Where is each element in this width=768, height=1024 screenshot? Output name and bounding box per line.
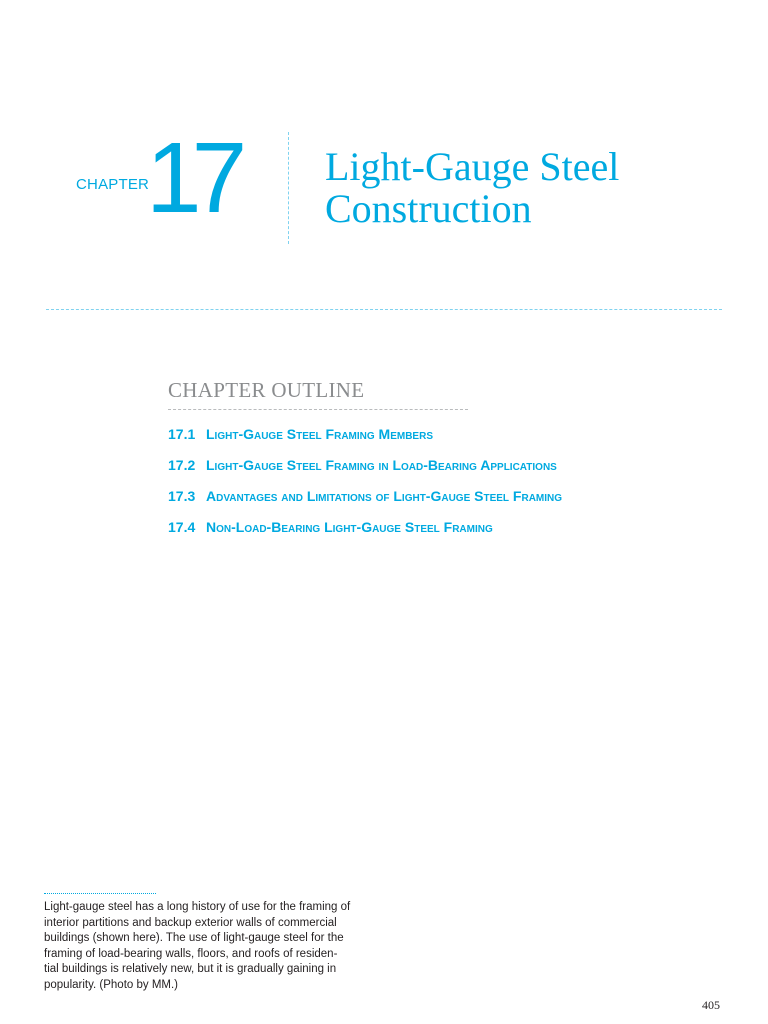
outline-item-title: Light-Gauge Steel Framing in Load-Bearing Applications	[206, 457, 557, 473]
outline-item-title: Advantages and Limitations of Light-Gauge Steel Framing	[206, 488, 563, 504]
chapter-title-line: Construction	[325, 186, 532, 231]
caption-line: popularity. (Photo by MM.)	[44, 978, 179, 991]
outline-item-number: 17.2	[168, 457, 196, 473]
caption-line: buildings (shown here). The use of light-gauge steel for the	[44, 932, 344, 944]
caption-divider	[44, 893, 156, 894]
outline-item-number: 17.4	[168, 519, 196, 535]
outline-item-number: 17.3	[168, 488, 196, 504]
photo-caption	[44, 900, 364, 993]
chapter-title	[325, 146, 745, 230]
outline-item-title: Non-Load-Bearing Light-Gauge Steel Framing	[206, 519, 493, 535]
outline-item[interactable]	[168, 488, 562, 519]
caption-line: Light-gauge steel has a long history of use for the framing of	[44, 901, 351, 913]
outline-item[interactable]	[168, 519, 562, 550]
outline-heading: CHAPTER OUTLINE	[168, 378, 365, 402]
outline-item[interactable]	[168, 426, 562, 457]
outline-divider	[168, 409, 468, 410]
page-number: 405	[702, 998, 720, 1012]
caption-line: tial buildings is relatively new, but it is gradually gaining in	[44, 963, 337, 975]
caption-line: framing of load-bearing walls, floors, and roofs of residen-	[44, 947, 338, 960]
outline-list	[168, 426, 562, 550]
chapter-number: 17	[146, 122, 238, 234]
title-divider	[288, 132, 289, 244]
header-divider	[46, 309, 722, 310]
chapter-label: CHAPTER	[76, 176, 150, 193]
outline-item-number: 17.1	[168, 426, 196, 442]
outline-item[interactable]	[168, 457, 562, 488]
outline-item-title: Light-Gauge Steel Framing Members	[206, 426, 433, 442]
chapter-title-line: Light-Gauge Steel	[325, 144, 620, 189]
caption-line: interior partitions and backup exterior walls of commercial	[44, 916, 337, 929]
